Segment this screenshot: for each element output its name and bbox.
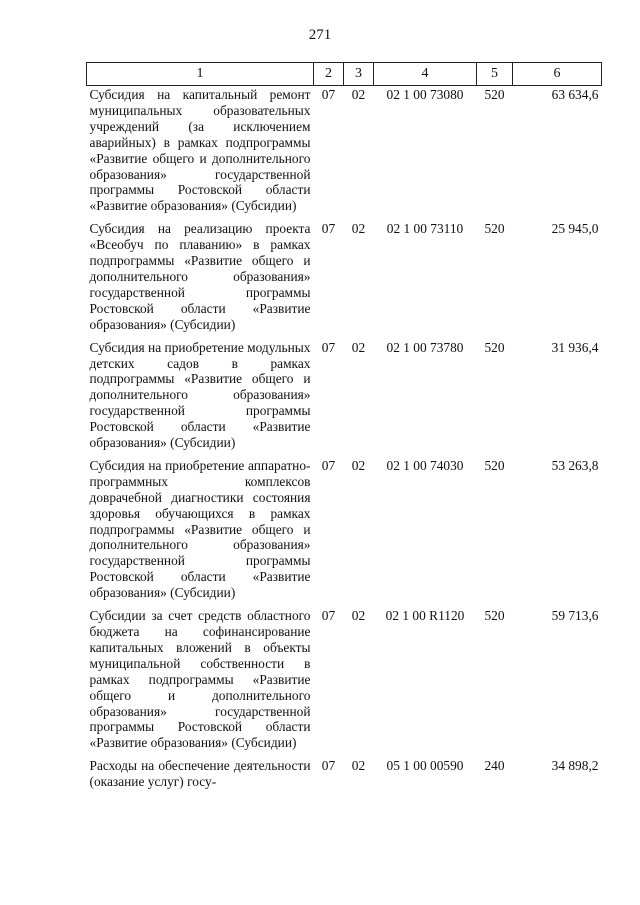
row-expense-type: 520	[484, 608, 505, 624]
column-header-4: 4	[374, 63, 477, 86]
row-expense-type: 520	[484, 221, 505, 237]
column-header-2: 2	[314, 63, 344, 86]
row-target-code: 02 1 00 R1120	[385, 608, 465, 624]
table-row	[87, 86, 602, 221]
row-expense-type: 240	[484, 758, 505, 774]
row-section: 07	[321, 758, 336, 774]
row-section: 07	[321, 221, 336, 237]
row-amount: 59 713,6	[551, 608, 599, 624]
column-header-5: 5	[477, 63, 513, 86]
row-description: Субсидия на приобретение модульных детских садов в рамках подпрограммы «Развитие общего и дополнительного образования» государственной программы Ростовской области «Развитие образования» (Субсидии)	[89, 339, 311, 451]
row-expense-type: 520	[484, 457, 505, 473]
row-subsection: 02	[351, 457, 366, 473]
table-row	[87, 457, 602, 607]
table-row	[87, 220, 602, 338]
row-section: 07	[321, 608, 336, 624]
table-row	[87, 607, 602, 757]
row-expense-type: 520	[484, 87, 505, 102]
row-amount: 25 945,0	[551, 221, 599, 237]
column-header-3: 3	[344, 63, 374, 86]
row-expense-type: 520	[484, 339, 505, 355]
row-description: Расходы на обеспечение деятельности (оказание услуг) госу-	[89, 758, 311, 790]
row-target-code: 02 1 00 73780	[386, 339, 464, 355]
row-amount: 34 898,2	[551, 758, 599, 774]
table-row	[87, 757, 602, 796]
row-description: Субсидия на реализацию проекта «Всеобуч по плаванию» в рамках подпрограммы «Развитие общего и дополнительного образования» государственной программы Ростовской области «Развитие образования» (Субсидии)	[89, 221, 311, 332]
row-target-code: 05 1 00 00590	[386, 758, 464, 774]
row-section: 07	[321, 339, 336, 355]
row-subsection: 02	[351, 87, 366, 102]
row-target-code: 02 1 00 73080	[386, 87, 464, 102]
column-header-6: 6	[513, 63, 602, 86]
column-header-1: 1	[87, 63, 314, 86]
budget-table	[86, 62, 602, 796]
row-section: 07	[321, 457, 336, 473]
row-target-code: 02 1 00 73110	[386, 221, 464, 237]
header-row	[87, 63, 602, 86]
row-amount: 53 263,8	[551, 457, 599, 473]
row-subsection: 02	[351, 758, 366, 774]
row-subsection: 02	[351, 221, 366, 237]
row-amount: 31 936,4	[551, 339, 599, 355]
row-subsection: 02	[351, 339, 366, 355]
table-row	[87, 339, 602, 457]
row-description: Субсидия на приобретение аппаратно-программных комплексов доврачебной диагностики состояния здоровья обучающихся в рамках подпрограммы «Развитие общего и дополнительного образования» государственной программы Ростовской области «Развитие образования» (Субсидии)	[89, 457, 311, 601]
row-description: Субсидии за счет средств областного бюджета на софинансирование капитальных вложений в объекты муниципальной собственности в рамках подпрограммы «Развитие общего и дополнительного образования» государственной программы Ростовской области «Развитие образования» (Субсидии)	[89, 608, 311, 751]
row-amount: 63 634,6	[551, 87, 599, 102]
row-subsection: 02	[351, 608, 366, 624]
row-description: Субсидия на капитальный ремонт муниципальных образовательных учреждений (за исключением аварийных) в рамках подпрограммы «Развитие общего и дополнительного образования» государственной программы Ростовской области «Развитие образования» (Субсидии)	[89, 87, 311, 214]
row-section: 07	[321, 87, 336, 102]
row-target-code: 02 1 00 74030	[386, 457, 464, 473]
page-number: 271	[308, 27, 332, 43]
